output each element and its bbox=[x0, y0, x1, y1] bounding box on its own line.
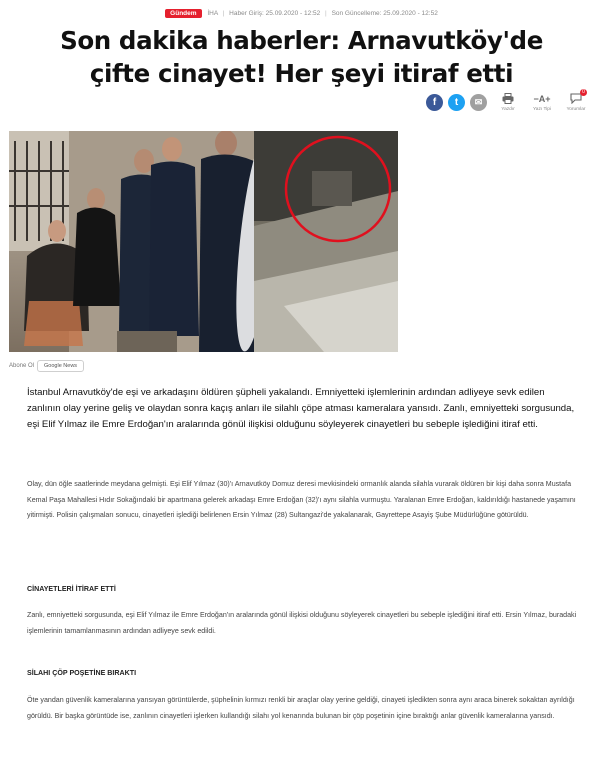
article-lead: İstanbul Arnavutköy'de eşi ve arkadaşını öldüren şüpheli yakalandı. Emniyetteki işlemlerinin ardından adliyeye sevk edilen zanlının olay yerine geliş ve olaydan sonra kaçış anları ile silahlı çöpe atması kameralara yansıdı. Zanlı, emniyetteki sorgusunda, eşi Elif Yılmaz ile Emre Erdoğan'ın aralarında gönül ilişkisi olduğunu söyleyerek cinayetleri bu sebeple işlediğini itiraf etti. bbox=[27, 387, 575, 430]
subscribe-row bbox=[9, 360, 84, 372]
article-paragraph: Öte yandan güvenlik kameralarına yansıyan görüntülerde, şüphelinin kırmızı renkli bir araçlar olay yerine geldiği, cinayeti işledikten sonra aynı araca binerek sokaktan ayrıldığı görüldü. Bir başka görüntüde ise, zanlının cinayetleri işlerken kullandığı silahı yol kenarında bulunan bir çöp poşetinin içine bıraktığı anlar güvenlik kameralarına yansıdı. bbox=[27, 696, 575, 720]
facebook-share-button[interactable] bbox=[426, 94, 443, 111]
article-photo bbox=[9, 131, 398, 352]
twitter-share-button[interactable] bbox=[448, 94, 465, 111]
google-news-button[interactable]: Google News bbox=[37, 360, 84, 372]
mail-share-button[interactable] bbox=[470, 94, 487, 111]
font-size-label: Yazı Tipi bbox=[532, 107, 552, 112]
security-camera-footage bbox=[254, 131, 398, 352]
article-toolbar bbox=[421, 89, 589, 115]
font-size-icon: −A+ bbox=[533, 94, 551, 104]
article-paragraph: Zanlı, emniyetteki sorgusunda, eşi Elif Yılmaz ile Emre Erdoğan'ın aralarında gönül ilişkisi olduğunu söyleyerek cinayetleri bu sebeple işlediğini itiraf etti. Ersin Yılmaz, buradaki işlemlerinin tamamlanmasının ardından adliyeye sevk edildi. bbox=[27, 611, 577, 635]
article-subheading: SİLAHI ÇÖP POŞETİNE BIRAKTI bbox=[27, 669, 137, 677]
article-title: Son dakika haberler: Arnavutköy'de çifte cinayet! Her şeyi itiraf etti bbox=[60, 26, 543, 88]
news-source: İHA bbox=[207, 10, 218, 18]
comment-count-badge: 0 bbox=[580, 89, 587, 96]
printer-icon bbox=[495, 93, 521, 106]
mail-icon: ✉ bbox=[474, 97, 483, 107]
comments-button[interactable] bbox=[563, 89, 589, 112]
police-scene-photo bbox=[9, 131, 254, 352]
subscribe-label: Abone Ol bbox=[9, 363, 35, 369]
twitter-icon: t bbox=[454, 97, 459, 108]
category-badge[interactable]: Gündem bbox=[165, 9, 201, 18]
comments-label: Yorumlar bbox=[566, 107, 586, 112]
print-label: Yazdır bbox=[501, 107, 515, 112]
comment-icon bbox=[563, 89, 589, 106]
print-button[interactable] bbox=[495, 93, 521, 112]
updated-date: Son Güncelleme: 25.09.2020 - 12:52 bbox=[331, 10, 438, 18]
published-date: Haber Giriş: 25.09.2020 - 12:52 bbox=[229, 10, 321, 18]
article-meta: Gündem İHA | Haber Giriş: 25.09.2020 - 12:52 | Son Güncelleme: 25.09.2020 - 12:52 bbox=[0, 9, 603, 18]
article-subheading: CİNAYETLERİ İTİRAF ETTİ bbox=[27, 585, 116, 593]
facebook-icon: f bbox=[432, 97, 437, 108]
font-size-button[interactable] bbox=[529, 93, 555, 112]
article-paragraph: Olay, dün öğle saatlerinde meydana gelmişti. Eşi Elif Yılmaz (30)'ı Arnavutköy Domuz deresi mevkisindeki ormanlık alanda silahla vurarak öldüren bir kişi daha sonra Mustafa Kemal Paşa Mahallesi Hıdır Sokağındaki bir apartmana gelerek arkadaşı Emre Erdoğan (32)'ı aynı silahla vurmuştu. Yaralanan Emre Erdoğan, kaldırıldığı hastanede yaşamını yitirmişti. Polisin çalışmaları sonucu, cinayetleri işlediği belirlenen Ersin Yılmaz (28) Sultangazi'de yakalanarak, Gayrettepe Asayiş Şube Müdürlüğüne götürüldü. bbox=[27, 480, 576, 519]
